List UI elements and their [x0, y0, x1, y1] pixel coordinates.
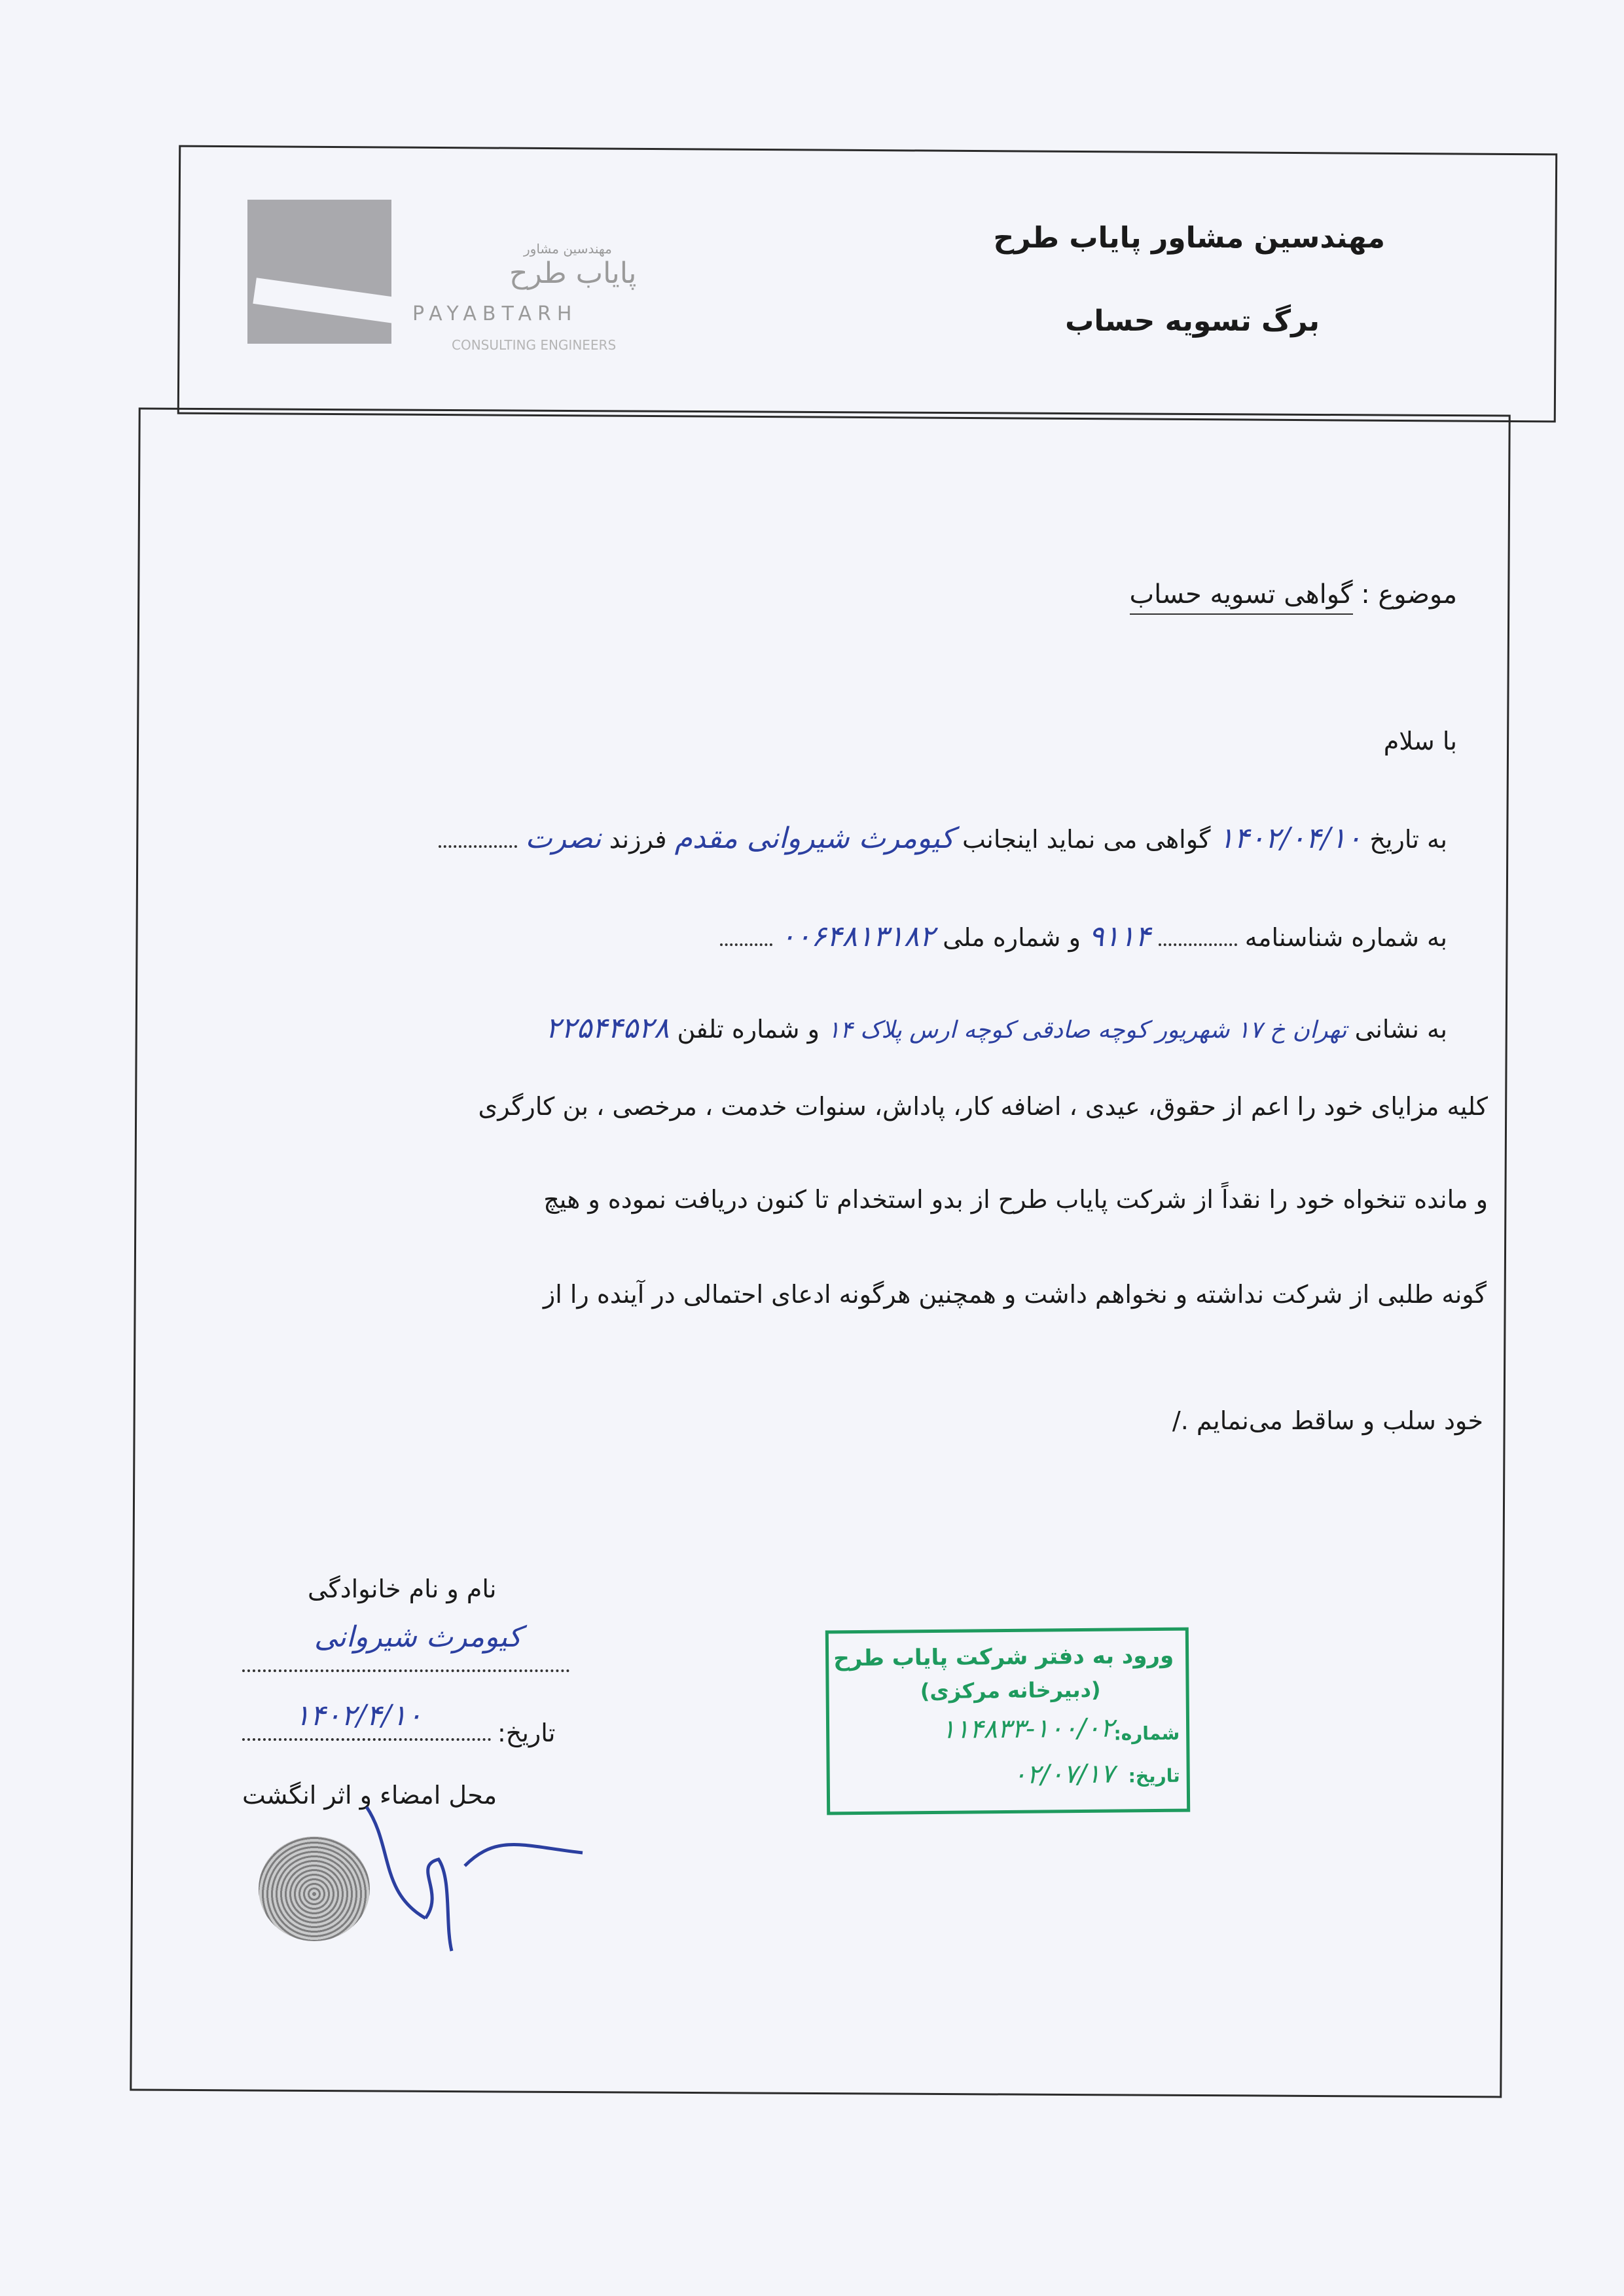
stamp-date-value: ۰۲/۰۷/۱۷ [1012, 1758, 1115, 1790]
national-id-label: و شماره ملی [943, 923, 1081, 952]
employee-name: کیومرث شیروانی مقدم [674, 822, 954, 855]
subject-label: موضوع : [1361, 579, 1457, 610]
logo-fa-name: پایاب طرح [509, 257, 637, 290]
logo-en-name: PAYABTARH [412, 302, 578, 325]
line-ids [720, 920, 1447, 953]
id-number: ۹۱۱۴ [1089, 920, 1151, 953]
phone-value: ۲۲۵۴۴۵۲۸ [545, 1011, 670, 1045]
sign-label: محل امضاء و اثر انگشت [242, 1781, 497, 1810]
certify-text: گواهی می نماید اینجانب [962, 825, 1211, 854]
company-name: مهندسین مشاور پایاب طرح [993, 221, 1385, 255]
name-value: کیومرث شیروانی [314, 1620, 522, 1654]
company-logo-mark [247, 200, 391, 344]
id-prefix: به شماره شناسنامه [1244, 923, 1447, 952]
stamp-date-label: تاریخ: [1128, 1764, 1180, 1787]
dotted-blank [720, 937, 772, 946]
line-address [545, 1011, 1447, 1045]
stamp-number-label: شماره: [1113, 1722, 1180, 1745]
greeting: با سلام [1383, 727, 1457, 756]
paragraph-line-1: کلیه مزایای خود را اعم از حقوق، عیدی ، اضافه کار، پاداش، سنوات خدمت ، مرخصی ، بن کارگری [478, 1092, 1488, 1121]
father-name: نصرت [525, 822, 602, 855]
dotted-blank [439, 839, 517, 848]
child-of-label: فرزند [609, 825, 667, 854]
stamp-number-value: ۱۱۴۸۳۳-۱۰۰/۰۲ [941, 1713, 1115, 1745]
stamp-line-2: (دبیرخانه مرکزی) [920, 1677, 1101, 1704]
subject-value: گواهی تسویه حساب [1130, 579, 1353, 615]
date-dotted-line [242, 1732, 491, 1741]
subject-line [1130, 579, 1458, 610]
paragraph-line-3: گونه طلبی از شرکت نداشته و نخواهم داشت و همچنین هرگونه ادعای احتمالی در آینده را از [543, 1280, 1487, 1309]
date-value-signature: ۱۴۰۲/۴/۱۰ [295, 1699, 423, 1732]
date-prefix: به تاریخ [1369, 825, 1447, 854]
dotted-blank [1159, 937, 1237, 946]
logo-fa-small: مهندسین مشاور [524, 241, 612, 257]
date-value: ۱۴۰۲/۰۴/۱۰ [1218, 822, 1362, 855]
phone-label: و شماره تلفن [677, 1015, 820, 1044]
name-dotted-line [242, 1663, 569, 1672]
name-label: نام و نام خانوادگی [308, 1575, 497, 1603]
paragraph-line-4: خود سلب و ساقط می‌نمایم ./ [1172, 1406, 1483, 1435]
paragraph-line-2: و مانده تنخواه خود را نقداً از شرکت پایاب طرح از بدو استخدام تا کنون دریافت نموده و هیچ [543, 1185, 1488, 1214]
logo-en-sub: CONSULTING ENGINEERS [452, 337, 617, 353]
line-date-name [439, 822, 1447, 855]
signature-scribble [353, 1794, 589, 1964]
receipt-stamp [825, 1628, 1190, 1815]
date-label: تاریخ: [497, 1719, 556, 1747]
address-prefix: به نشانی [1354, 1015, 1447, 1044]
form-title: برگ تسویه حساب [1065, 304, 1320, 338]
stamp-line-1: ورود به دفتر شرکت پایاب طرح [833, 1642, 1174, 1672]
national-id: ۰۰۶۴۸۱۳۱۸۲ [780, 920, 935, 953]
address-value: تهران خ ۱۷ شهریور کوچه صادقی کوچه ارس پلاک ۱۴ [827, 1017, 1347, 1044]
